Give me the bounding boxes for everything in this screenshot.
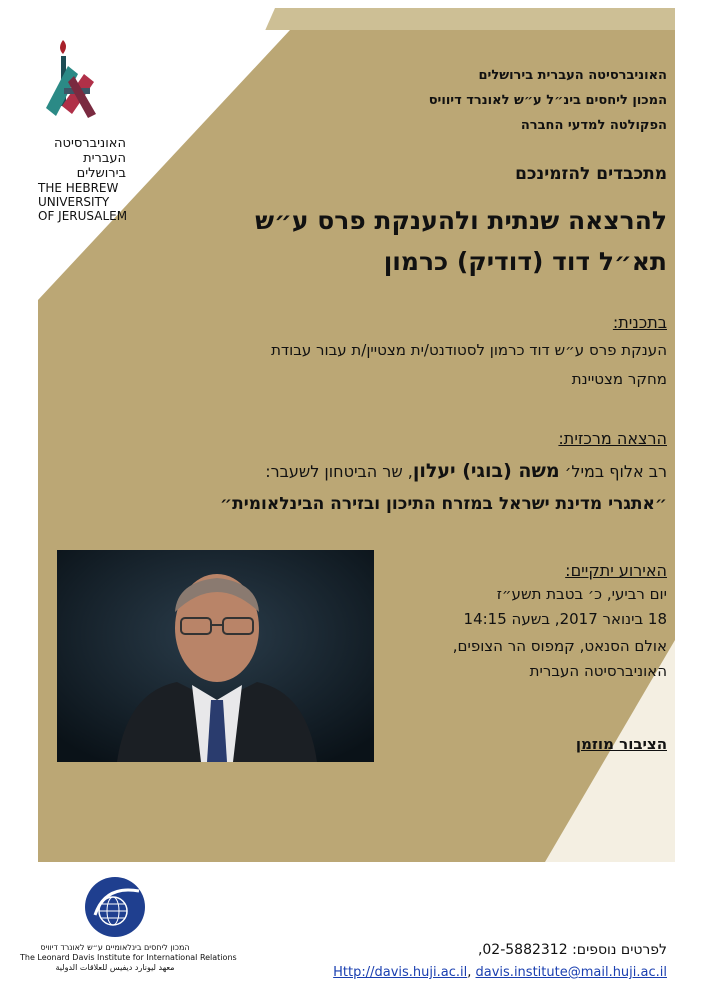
logo-he-line: האוניברסיטה (54, 136, 126, 151)
davis-institute-logo (20, 875, 237, 973)
contact-links: Http://davis.huji.ac.il, davis.institute@mail.huji.ac.il (333, 965, 667, 980)
contact-line: לפרטים נוספים: 02-5882312, (477, 942, 667, 958)
website-link[interactable]: Http://davis.huji.ac.il (333, 965, 468, 980)
title-line-1: להרצאה שנתית ולהענקת פרס ע״ש (255, 206, 667, 235)
huji-emblem-icon (38, 36, 108, 136)
speaker-portrait-icon (57, 550, 374, 762)
keynote-heading: הרצאה מרכזית: (558, 429, 667, 448)
contact-label: לפרטים נוספים: (572, 942, 667, 958)
speaker-title: , שר הביטחון לשעבר: (265, 462, 413, 481)
logo-he-line: בירושלים (76, 166, 126, 181)
event-location: אולם הסנאט, קמפוס הר הצופים, (452, 637, 667, 655)
davis-english: The Leonard Davis Institute for International Relations (20, 953, 237, 962)
header-faculty: הפקולטה למדעי החברה (520, 118, 667, 133)
speaker-name: משה (בוגי) יעלון (412, 460, 560, 482)
invite-line: מתכבדים להזמינכם (515, 164, 667, 184)
davis-hebrew: המכון ליחסים בינלאומיים ע״ש לאונרד דיוויס (40, 943, 190, 952)
keynote-topic: ״אתגרי מדינת ישראל במזרח התיכון ובזירה הבינלאומית״ (220, 494, 667, 514)
header-institute: המכון ליחסים בינ״ל ע״ש לאונרד דיוויס (428, 93, 667, 108)
huji-logo (38, 36, 158, 223)
program-line-1: הענקת פרס ע״ש דוד כרמון לסטודנט/ית מצטיין/ת עבור עבודת (271, 341, 667, 359)
public-invited: הציבור מוזמן (575, 735, 667, 753)
title-line-2: תא״ל דוד (דודיק) כרמון (383, 247, 667, 276)
program-line-2: מחקר מצטיינת (571, 370, 667, 388)
event-day: יום רביעי, כ׳ בטבת תשע״ז (496, 585, 667, 603)
event-date-time: 18 בינואר 2017, בשעה 14:15 (463, 610, 667, 628)
davis-arabic: معهد ليونارد ديفيس للعلاقات الدولية (55, 963, 175, 972)
contact-phone: 02-5882312 (482, 942, 568, 958)
logo-en-line: THE HEBREW (38, 181, 119, 195)
globe-emblem-icon (83, 875, 147, 939)
logo-en-line: UNIVERSITY (38, 195, 110, 209)
logo-he-line: העברית (83, 151, 126, 166)
logo-hebrew (38, 136, 126, 181)
event-institution: האוניברסיטה העברית (529, 662, 667, 680)
program-heading: בתכנית: (612, 313, 667, 332)
event-heading: האירוע יתקיים: (565, 561, 667, 580)
keynote-speaker-line (265, 460, 667, 482)
logo-en-line: OF JERUSALEM (38, 209, 128, 223)
logo-english (38, 181, 158, 223)
speaker-rank: רב אלוף במיל׳ (559, 462, 667, 481)
header-university: האוניברסיטה העברית בירושלים (478, 68, 667, 83)
speaker-photo (57, 550, 374, 762)
email-link[interactable]: davis.institute@mail.huji.ac.il (475, 965, 667, 980)
